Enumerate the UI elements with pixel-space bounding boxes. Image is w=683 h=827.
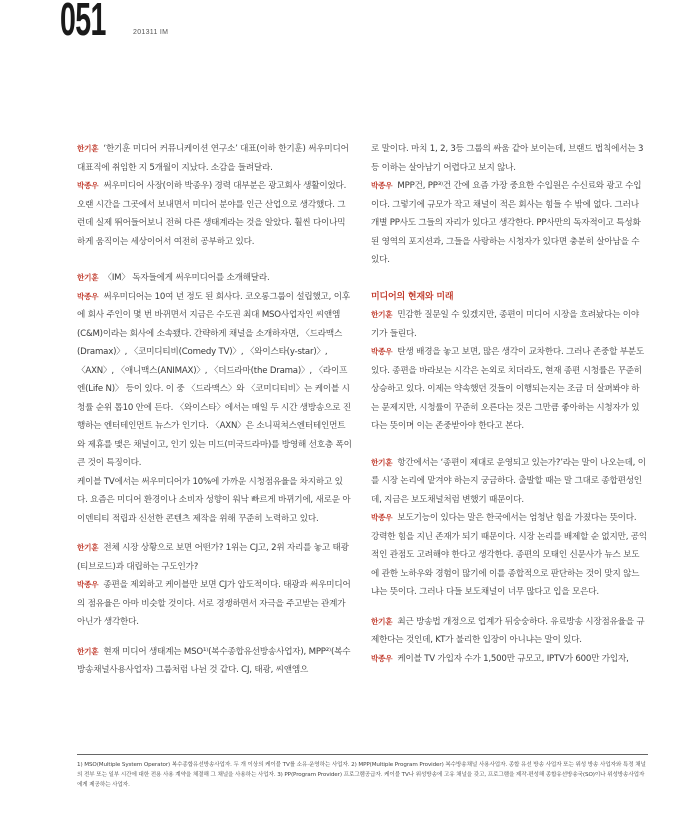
speaker-label: 박종우	[371, 347, 393, 356]
paragraph	[371, 650, 647, 669]
paragraph-text: 케이블 TV 가입자 수가 1,500만 규모고, IPTV가 600만 가입자,	[397, 653, 629, 664]
speaker-label: 한기훈	[77, 273, 99, 282]
paragraph-text: 써우미디어는 10여 년 정도 된 회사다. 코오롱그룹이 설립했고, 이후에 회사 주인이 몇 번 바뀌면서 지금은 수도권 최대 MSO사업자인 씨앤엠(C&M)이라는 회사에 소속됐다. 간략하게 채널을 소개하자면, 〈드라맥스(Dramax)〉, 〈코미디티비(Comedy TV)〉, 〈와이스타(y-star)〉, 〈AXN〉, 〈애니맥스(ANIMAX)〉, 〈더드라마(the Drama)〉, 〈라이프엔(Life N)〉 등이 있다. 이 중 〈드라맥스〉와 〈코미디티비〉는 케이블 시청률 순위 톱10 안에 든다. 〈와이스타〉에서는 매일 두 시간 생방송으로 진행하는 엔터테인먼트 뉴스가 인기다. 〈AXN〉은 소니픽쳐스엔터테인먼트와 제휴를 맺은 채널이고, 인기 있는 미드(미국드라마)를 방영해 선호층 폭이 큰 것이 특징이다.	[77, 291, 352, 468]
footnotes: 1) MSO(Multiple System Operator) 복수종합유선방송사업자. 두 개 이상의 케이블 TV를 소유·운영하는 사업자. 2) MPP(Multiple Program Provider) 복수방송채널 사용사업자. 종합 유선 방송 사업자 또는 위성 방송 사업자와 특정 채널의 전부 또는 일부 시간에 대한 전용 사용 계약을 체결해 그 채널을 사용하는 사업자. 3) PP(Program Provider) 프로그램공급자. 케이블 TV나 위성방송에 고유 채널을 갖고, 프로그램을 제작·편성해 종합유선방송국(SO)이나 위성방송사업자에게 제공하는 사업자.	[77, 754, 648, 790]
paragraph-text: 전체 시장 상황으로 보면 어떤가? 1위는 CJ고, 2위 자리를 놓고 태광(티브로드)과 대립하는 구도인가?	[77, 543, 349, 572]
paragraph-text: 케이블 TV에서는 써우미디어가 10%에 가까운 시청점유율을 차지하고 있다. 요즘은 미디어 환경이나 소비자 성향이 워낙 빠르게 바뀌기에, 새로운 아이덴티티 적립과 신선한 콘텐츠 제작을 위해 꾸준히 노력하고 있다.	[77, 476, 351, 524]
paragraph	[371, 140, 647, 177]
paragraph-text: 현재 미디어 생태계는 MSO¹⁾(복수종합유선방송사업자), MPP²⁾(복수방송채널사용사업자) 그룹처럼 나뉜 것 같다. CJ, 태광, 씨앤엠으	[77, 646, 351, 675]
issue-label: 201311 IM	[133, 29, 169, 36]
page-number: 051	[60, 0, 106, 45]
paragraph	[77, 288, 353, 473]
paragraph-text: 로 말이다. 마치 1, 2, 3등 그룹의 싸움 같아 보이는데, 브랜드 법칙에서는 3등 이하는 살아남기 어렵다고 보지 않나.	[371, 144, 644, 173]
paragraph-text: 보도기능이 있다는 말은 한국에서는 엄청난 힘을 가졌다는 뜻이다. 강력한 힘을 지닌 존재가 되기 때문이다. 시장 논리를 배제할 순 없지만, 공익적인 관점도 고려해야 한다고 생각한다. 종편의 모태인 신문사가 뉴스 보도에 관한 노하우와 경험이 많기에 이를 종합적으로 판단하는 것이 맞지 않느냐는 뜻이다. 그러나 다들 보도채널이 너무 많다고 입을 모은다.	[371, 513, 647, 597]
paragraph-text: 써우미디어 사장(이하 박종우) 경력 대부분은 광고회사 생활이었다. 오랜 시간을 그곳에서 보내면서 미디어 분야를 인근 산업으로 생각했다. 그런데 실제 뛰어들어보니 전혀 다른 생태계라는 것을 알았다. 훨씬 다이나믹하게 움직이는 세상이어서 여전히 공부하고 있다.	[77, 181, 347, 247]
paragraph-text: MPP건, PP³⁾건 간에 요즘 가장 중요한 수입원은 수신료와 광고 수입이다. 그렇기에 규모가 작고 채널이 적은 회사는 힘들 수 밖에 없다. 그러나 개별 PP사도 그들의 자리가 있다고 생각한다. PP사만의 독자적이고 특성화된 영역의 포지션과, 그들을 사랑하는 시청자가 있다면 충분히 살아남을 수 있다.	[371, 181, 642, 265]
paragraph	[77, 269, 353, 288]
paragraph	[77, 539, 353, 576]
speaker-label: 한기훈	[371, 616, 393, 626]
paragraph	[77, 140, 353, 177]
paragraph-text: 〈IM〉 독자들에게 써우미디어를 소개해달라.	[103, 273, 270, 283]
speaker-label: 박종우	[371, 181, 393, 190]
speaker-label: 한기훈	[77, 646, 99, 656]
speaker-label: 한기훈	[371, 310, 393, 319]
speaker-label: 박종우	[77, 181, 99, 190]
speaker-label: 박종우	[371, 513, 393, 522]
paragraph-text: 민감한 질문일 수 있겠지만, 종편이 미디어 시장을 흐려놨다는 이야기가 들린다.	[371, 310, 639, 339]
right-column	[371, 140, 647, 668]
speaker-label: 한기훈	[371, 457, 393, 467]
paragraph-text: ‘한기훈 미디어 커뮤니케이션 연구소’ 대표(이하 한기훈) 써우미디어 대표직에 취임한 지 5개월이 지났다. 소감을 들려달라.	[77, 144, 349, 173]
paragraph	[371, 177, 647, 270]
paragraph	[371, 306, 647, 343]
speaker-label: 한기훈	[77, 144, 99, 153]
paragraph-text: 종편을 제외하고 케이블만 보면 CJ가 압도적이다. 태광과 써우미디어의 점유율은 아마 비슷할 것이다. 서로 경쟁하면서 자극을 주고받는 관계가 아닌가 생각한다.	[77, 580, 351, 627]
speaker-label: 한기훈	[77, 543, 99, 552]
paragraph	[371, 509, 647, 602]
paragraph-text: 항간에서는 ‘종편이 제대로 운영되고 있는가?’라는 말이 나오는데, 이를 시장 논리에 맡겨야 하는지 궁금하다. 출발할 때는 말 그대로 종합편성인데, 지금은 보도채널처럼 변했기 때문이다.	[371, 457, 646, 505]
paragraph	[77, 177, 353, 251]
speaker-label: 박종우	[371, 653, 393, 663]
paragraph-text: 탄생 배경을 놓고 보면, 많은 생각이 교차한다. 그러나 존중할 부분도 있다. 종편을 바라보는 시각은 논외로 치더라도, 현재 종편 시청률은 꾸준히 상승하고 있다. 이제는 약속했던 것들이 이행되는지는 조금 더 살펴봐야 하는 문제지만, 시청률이 꾸준히 오른다는 것은 그만큼 좋아하는 시청자가 있다는 뜻이며 이는 존중받아야 한다고 본다.	[371, 347, 645, 431]
paragraph	[371, 343, 647, 436]
speaker-label: 박종우	[77, 291, 99, 301]
paragraph	[371, 613, 647, 650]
paragraph	[77, 576, 353, 632]
section-title: 미디어의 현재와 미래	[371, 291, 454, 302]
paragraph	[77, 643, 353, 680]
left-column	[77, 140, 353, 680]
speaker-label: 박종우	[77, 580, 99, 589]
paragraph-text: 최근 방송법 개정으로 업계가 뒤숭숭하다. 유료방송 시장점유율을 규제한다는 것인데, KT가 불리한 입장이 아니냐는 말이 있다.	[371, 616, 645, 645]
paragraph	[77, 473, 353, 529]
paragraph	[371, 454, 647, 510]
